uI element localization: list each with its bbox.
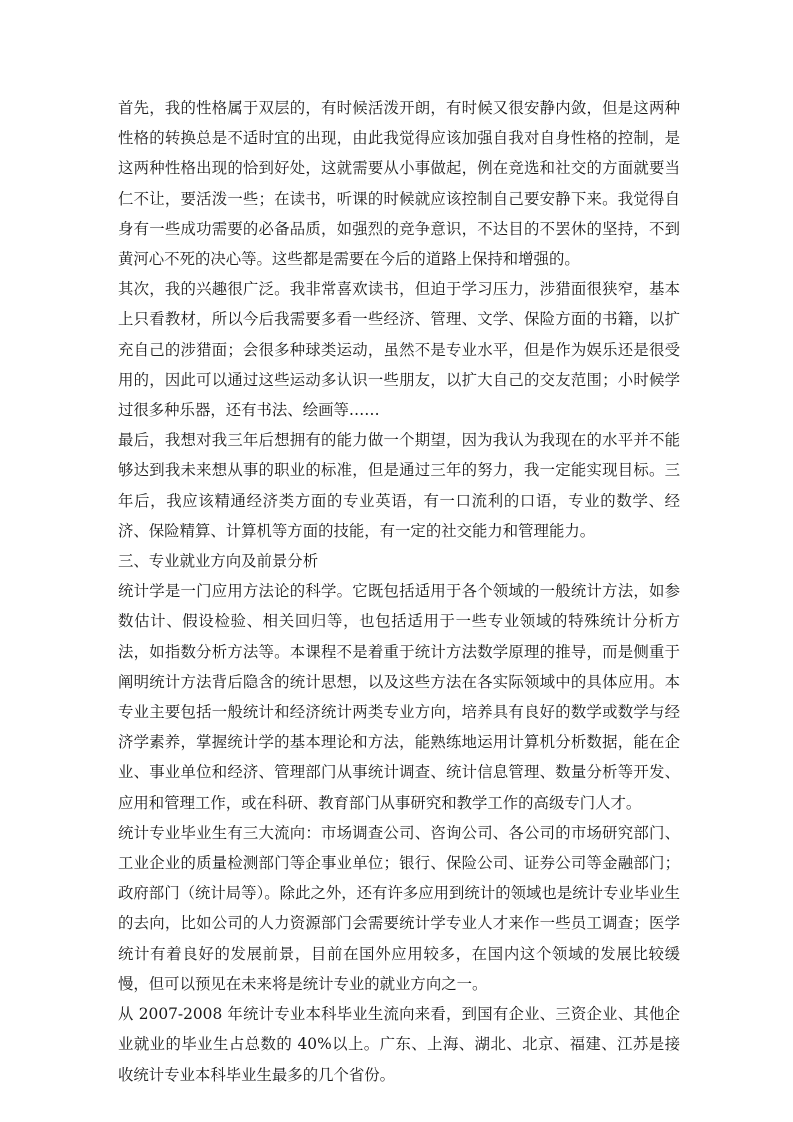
paragraph-graduate-flow: 从 2007-2008 年统计专业本科毕业生流向来看，到国有企业、三资企业、其他企业就业的毕业生占总数的 40%以上。广东、上海、湖北、北京、福建、江苏是接收统计专业本科毕业生最多的几个省份。	[118, 1005, 680, 1084]
paragraph-career-paths: 统计专业毕业生有三大流向：市场调查公司、咨询公司、各公司的市场研究部门、工业企业的质量检测部门等企事业单位；银行、保险公司、证券公司等金融部门；政府部门（统计局等）。除此之外，还有许多应用到统计的领域也是统计专业毕业生的去向，比如公司的人力资源部门会需要统计学专业人才来作一些员工调查；医学统计有着良好的发展前景，目前在国外应用较多，在国内这个领域的发展比较缓慢，但可以预见在未来将是统计专业的就业方向之一。	[118, 823, 680, 993]
section-heading: 三、专业就业方向及前景分析	[118, 552, 319, 571]
paragraph-interests: 其次，我的兴趣很广泛。我非常喜欢读书，但迫于学习压力，涉猎面很狭窄，基本上只看教材，所以今后我需要多看一些经济、管理、文学、保险方面的书籍，以扩充自己的涉猎面；会很多种球类运动，虽然不是专业水平，但是作为娱乐还是很受用的，因此可以通过这些运动多认识一些朋友，以扩大自己的交友范围；小时候学过很多种乐器，还有书法、绘画等……	[118, 280, 680, 420]
document-body	[118, 93, 680, 1090]
paragraph-statistics-intro: 统计学是一门应用方法论的科学。它既包括适用于各个领域的一般统计方法，如参数估计、假设检验、相关回归等，也包括适用于一些专业领域的特殊统计分析方法，如指数分析方法等。本课程不是着重于统计方法数学原理的推导，而是侧重于阐明统计方法背后隐含的统计思想，以及这些方法在各实际领域中的具体应用。本专业主要包括一般统计和经济统计两类专业方向，培养具有良好的数学或数学与经济学素养，掌握统计学的基本理论和方法，能熟练地运用计算机分析数据，能在企业、事业单位和经济、管理部门从事统计调查、统计信息管理、数量分析等开发、应用和管理工作，或在科研、教育部门从事研究和教学工作的高级专门人才。	[118, 582, 680, 812]
paragraph-goals: 最后，我想对我三年后想拥有的能力做一个期望，因为我认为我现在的水平并不能够达到我未来想从事的职业的标准，但是通过三年的努力，我一定能实现目标。三年后，我应该精通经济类方面的专业英语，有一口流利的口语，专业的数学、经济、保险精算、计算机等方面的技能，有一定的社交能力和管理能力。	[118, 431, 680, 540]
paragraph-personality: 首先，我的性格属于双层的，有时候活泼开朗，有时候又很安静内敛，但是这两种性格的转换总是不适时宜的出现，由此我觉得应该加强自我对自身性格的控制，是这两种性格出现的恰到好处，这就需要从小事做起，例在竞选和社交的方面就要当仁不让，要活泼一些；在读书，听课的时候就应该控制自己要安静下来。我觉得自身有一些成功需要的必备品质，如强烈的竞争意识，不达目的不罢休的坚持，不到黄河心不死的决心等。这些都是需要在今后的道路上保持和增强的。	[118, 99, 680, 269]
